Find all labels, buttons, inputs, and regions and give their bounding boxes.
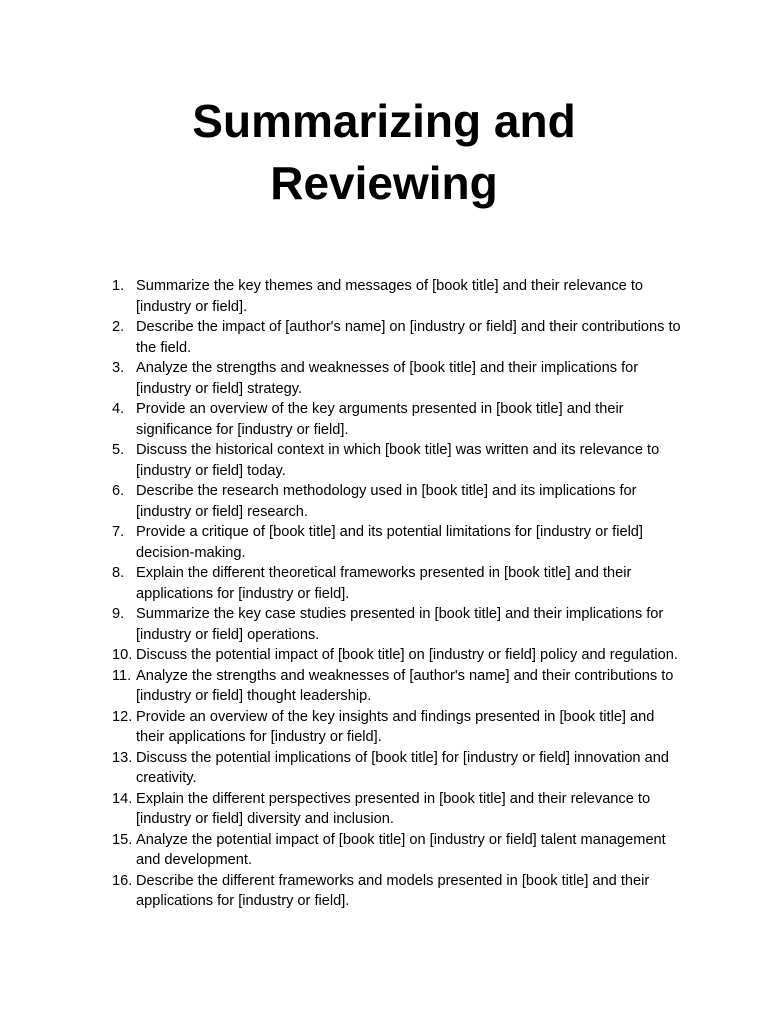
list-item <box>0 358 684 399</box>
list-item <box>0 522 684 563</box>
item-text: Discuss the potential implications of [book title] for [industry or field] innovation and creativity. <box>136 749 669 786</box>
item-number: 14. <box>112 790 133 807</box>
item-text: Provide an overview of the key arguments presented in [book title] and their significance for [industry or field]. <box>136 401 624 438</box>
list-item <box>0 666 684 707</box>
list-item <box>0 604 684 645</box>
item-text: Provide a critique of [book title] and its potential limitations for [industry or field] decision-making. <box>136 524 643 561</box>
list-item <box>0 830 684 871</box>
list-item <box>0 276 684 317</box>
item-number: 13. <box>112 749 133 766</box>
item-text: Discuss the historical context in which [book title] was written and its relevance to [industry or field] today. <box>136 442 660 479</box>
list-item <box>0 317 684 358</box>
item-number: 15. <box>112 831 133 848</box>
item-number: 8. <box>112 565 125 581</box>
item-number: 6. <box>112 483 125 499</box>
item-number: 11. <box>112 667 132 684</box>
page-title <box>0 90 768 214</box>
item-number: 1. <box>112 278 125 294</box>
list-item <box>0 748 684 789</box>
item-text: Summarize the key case studies presented in [book title] and their implications for [industry or field] operations. <box>136 606 664 643</box>
item-number: 9. <box>112 606 125 622</box>
item-text: Describe the impact of [author's name] on [industry or field] and their contributions to the field. <box>136 319 681 356</box>
title-line-2: Reviewing <box>270 157 498 209</box>
list-item <box>0 871 684 912</box>
numbered-list <box>0 276 768 912</box>
item-number: 10. <box>112 647 133 663</box>
list-item <box>0 563 684 604</box>
title-line-1: Summarizing and <box>192 95 576 147</box>
item-number: 3. <box>112 360 125 376</box>
item-text: Summarize the key themes and messages of [book title] and their relevance to [industry or field]. <box>136 278 643 315</box>
list-item <box>0 789 684 830</box>
item-text: Analyze the strengths and weaknesses of [author's name] and their contributions to [industry or field] thought leadership. <box>136 667 674 704</box>
item-text: Describe the research methodology used in [book title] and its implications for [industry or field] research. <box>136 483 637 520</box>
item-number: 16. <box>112 872 133 889</box>
item-number: 12. <box>112 708 133 725</box>
item-text: Explain the different theoretical frameworks presented in [book title] and their applications for [industry or field]. <box>136 565 632 602</box>
list-item <box>0 481 684 522</box>
list-item <box>0 440 684 481</box>
list-item <box>0 399 684 440</box>
item-text: Analyze the potential impact of [book title] on [industry or field] talent management and development. <box>136 831 666 868</box>
item-number: 4. <box>112 401 125 417</box>
item-number: 7. <box>112 524 125 540</box>
item-text: Explain the different perspectives presented in [book title] and their relevance to [industry or field] diversity and inclusion. <box>136 790 651 827</box>
item-text: Describe the different frameworks and models presented in [book title] and their applications for [industry or field]. <box>136 872 650 909</box>
item-text: Provide an overview of the key insights and findings presented in [book title] and their applications for [industry or field]. <box>136 708 655 745</box>
item-text: Discuss the potential impact of [book title] on [industry or field] policy and regulation. <box>136 647 678 663</box>
item-number: 2. <box>112 319 125 335</box>
item-number: 5. <box>112 442 125 458</box>
list-item <box>0 645 684 666</box>
item-text: Analyze the strengths and weaknesses of [book title] and their implications for [industry or field] strategy. <box>136 360 639 397</box>
list-item <box>0 707 684 748</box>
